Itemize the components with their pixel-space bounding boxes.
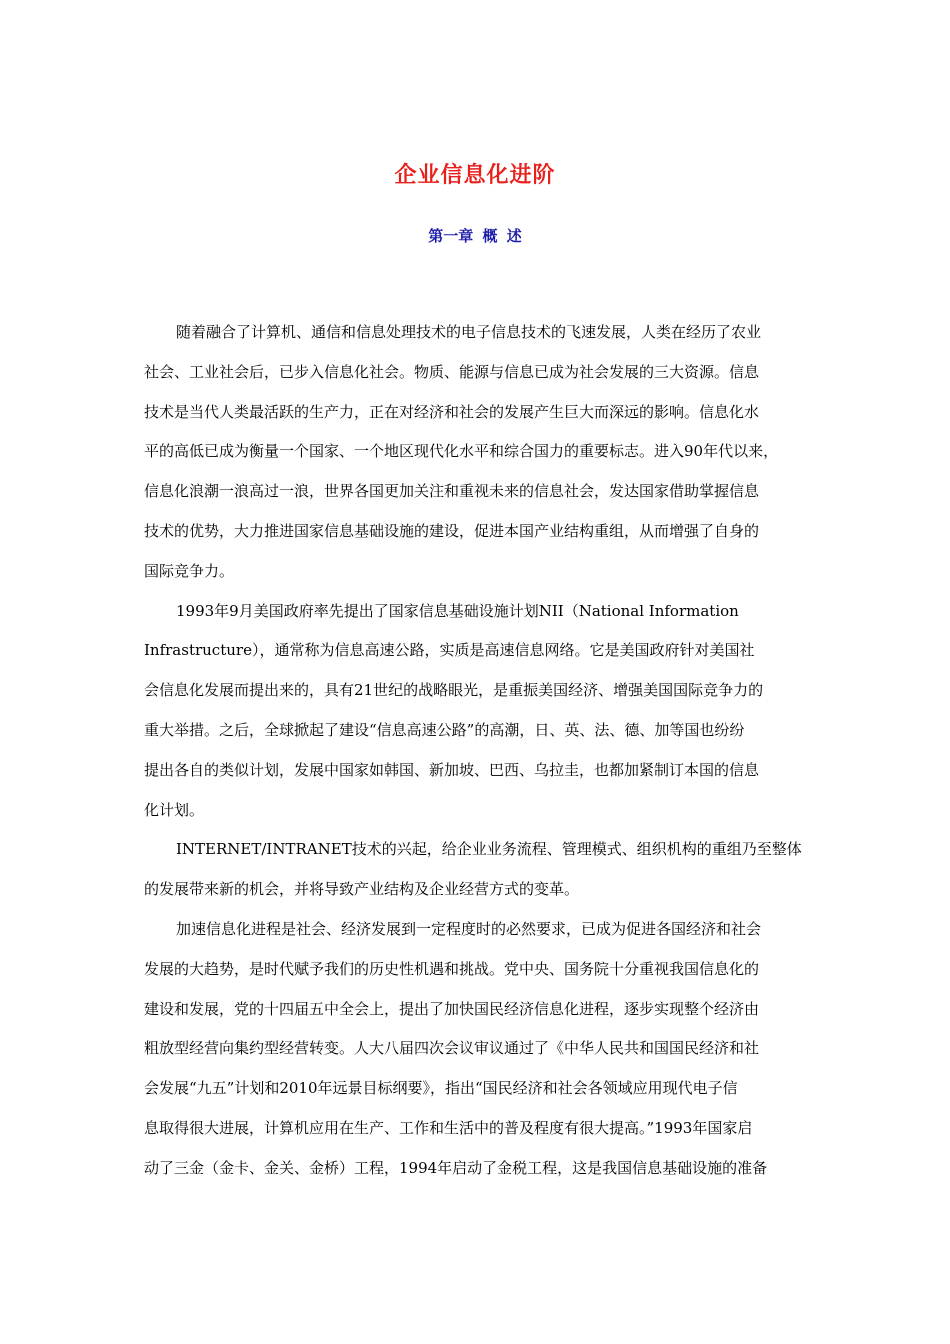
paragraph-2-line: 1993年9月美国政府率先提出了国家信息基础设施计划NII（National Information (176, 601, 739, 620)
paragraph-3-line: 的发展带来新的机会，并将导致产业结构及企业经营方式的变革。 (144, 880, 580, 899)
paragraph-1-line: 技术的优势，大力推进国家信息基础设施的建设，促进本国产业结构重组，从而增强了自身的 (144, 521, 760, 540)
paragraph-2-line: 会信息化发展而提出来的，具有21世纪的战略眼光，是重振美国经济、增强美国国际竞争力的 (144, 681, 764, 700)
paragraph-2-line: 提出各自的类似计划，发展中国家如韩国、新加坡、巴西、乌拉圭，也都加紧制订本国的信息 (144, 760, 760, 779)
paragraph-4-line: 粗放型经营向集约型经营转变。人大八届四次会议审议通过了《中华人民共和国国民经济和社 (144, 1039, 760, 1058)
paragraph-2-line: 化计划。 (144, 800, 205, 819)
paragraph-4-line: 动了三金（金卡、金关、金桥）工程，1994年启动了金税工程，这是我国信息基础设施的准备 (144, 1158, 768, 1177)
paragraph-4-line: 发展的大趋势，是时代赋予我们的历史性机遇和挑战。党中央、国务院十分重视我国信息化的 (144, 959, 760, 978)
paragraph-2-line: Infrastructure），通常称为信息高速公路，实质是高速信息网络。它是美国政府针对美国社 (144, 641, 755, 660)
paragraph-4-line: 息取得很大进展，计算机应用在生产、工作和生活中的普及程度有很大提高。”1993年国家启 (144, 1118, 753, 1137)
paragraph-4-line: 建设和发展，党的十四届五中全会上，提出了加快国民经济信息化进程，逐步实现整个经济由 (144, 999, 760, 1018)
paragraph-1-line: 平的高低已成为衡量一个国家、一个地区现代化水平和综合国力的重要标志。进入90年代以来， (144, 442, 779, 461)
paragraph-4-line: 加速信息化进程是社会、经济发展到一定程度时的必然要求，已成为促进各国经济和社会 (176, 919, 762, 938)
paragraph-1-line: 技术是当代人类最活跃的生产力，正在对经济和社会的发展产生巨大而深远的影响。信息化水 (144, 402, 760, 421)
chapter-heading: 第一章 概 述 (428, 227, 522, 245)
paragraph-4-line: 会发展“九五”计划和2010年远景目标纲要》，指出“国民经济和社会各领域应用现代电子信 (144, 1079, 738, 1098)
paragraph-1-line: 随着融合了计算机、通信和信息处理技术的电子信息技术的飞速发展，人类在经历了农业 (176, 323, 762, 341)
paragraph-1-line: 信息化浪潮一浪高过一浪，世界各国更加关注和重视未来的信息社会，发达国家借助掌握信息 (144, 482, 760, 501)
paragraph-1-line: 社会、工业社会后，已步入信息化社会。物质、能源与信息已成为社会发展的三大资源。信息 (144, 362, 760, 381)
paragraph-3-line: INTERNET/INTRANET技术的兴起，给企业业务流程、管理模式、组织机构的重组乃至整体 (176, 840, 802, 859)
paragraph-2-line: 重大举措。之后，全球掀起了建设“信息高速公路”的高潮，日、英、法、德、加等国也纷纷 (144, 720, 745, 739)
paragraph-1-line: 国际竞争力。 (144, 561, 235, 580)
document-body (144, 320, 820, 1196)
document-title: 企业信息化进阶 (394, 162, 556, 188)
